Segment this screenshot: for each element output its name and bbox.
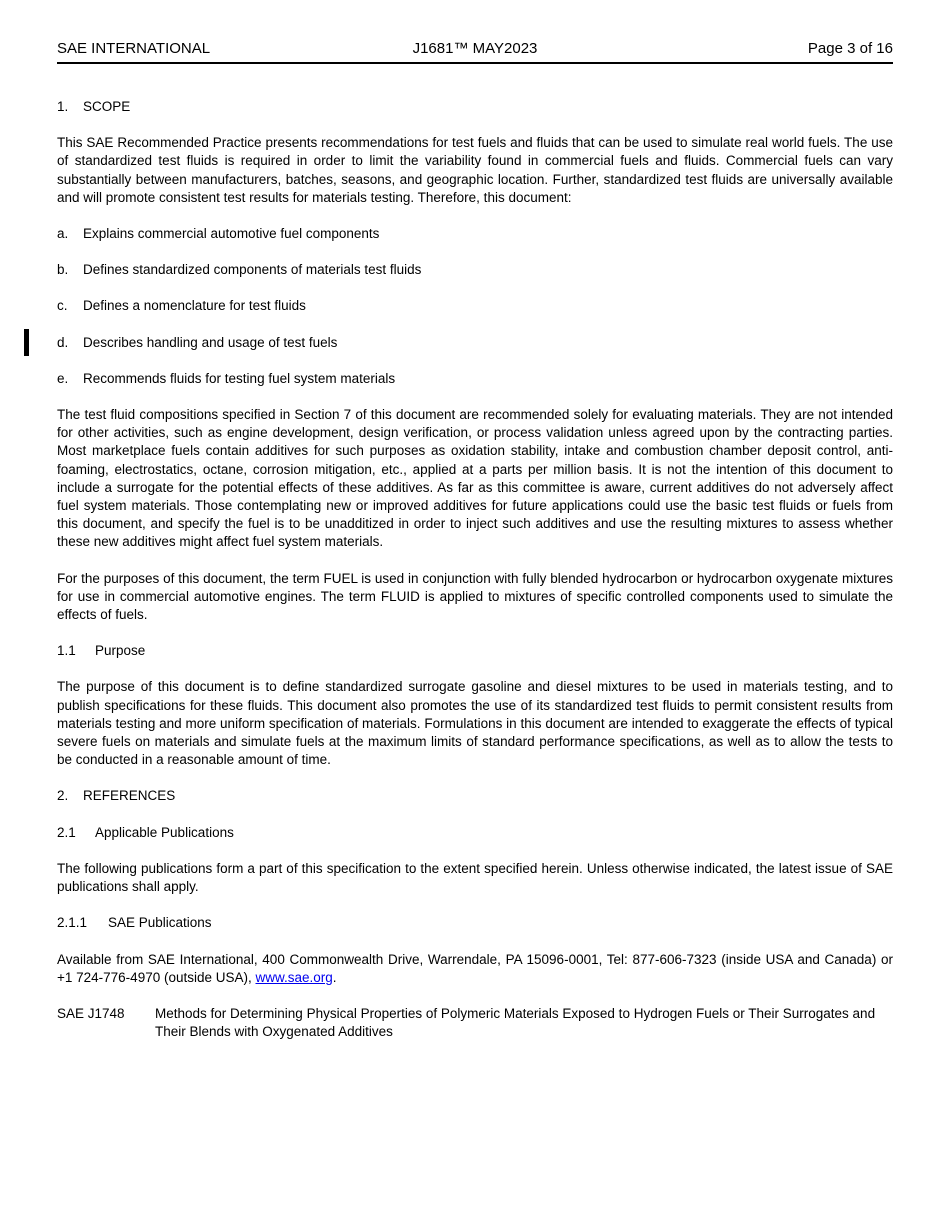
availability-text-end: . bbox=[332, 969, 337, 985]
heading-number: 1. bbox=[57, 99, 69, 114]
heading-label: SAE Publications bbox=[108, 915, 212, 931]
paragraph-sae-availability bbox=[57, 951, 893, 987]
availability-text: Available from SAE International, 400 Commonwealth Drive, Warrendale, PA 15096-0001, Tel: 877-606-7323 (inside USA and Canada) or +1 724-776-4970 (outside USA), bbox=[57, 951, 893, 985]
page-header bbox=[57, 40, 893, 64]
paragraph-fuel-fluid-terms: For the purposes of this document, the term FUEL is used in conjunction with fully blended hydrocarbon or hydrocarbon oxygenate mixtures for use in commercial automotive engines. The term FLUID is applied to mixtures of specific controlled components used to simulate the effects of fuels. bbox=[57, 570, 893, 623]
heading-label: REFERENCES bbox=[83, 788, 176, 804]
revision-change-bar bbox=[24, 329, 29, 356]
heading-sae-publications bbox=[57, 914, 893, 932]
header-page-number: Page 3 of 16 bbox=[807, 40, 893, 57]
paragraph-fluid-compositions: The test fluid compositions specified in Section 7 of this document are recommended solely for evaluating materials. They are not intended for other activities, such as engine development, design verification, or process validation unless agreed upon by the contracting parties. Most marketplace fuels contain additives for such purposes as oxidation stability, intake and combustion chamber deposit control, anti-foaming, electrostatics, octane, corrosion mitigation, etc., applied at a parts per million basis. It is not the intention of this document to include a surrogate for the potential effects of these additives. As far as this committee is aware, current additives do not adversely affect fuel system materials. Those contemplating new or improved additives for future applications could use the basic test fluids or fuels from this document, and specify the fuel is to be unadditized in order to inject such additives and use the resulting mixtures to assess whether these new additives might affect fuel system materials. bbox=[57, 407, 893, 550]
heading-label: Applicable Publications bbox=[95, 824, 234, 840]
heading-purpose bbox=[57, 642, 893, 660]
header-org: SAE INTERNATIONAL bbox=[57, 40, 211, 57]
heading-label: Purpose bbox=[95, 643, 146, 659]
heading-applicable-publications bbox=[57, 824, 893, 842]
heading-label: SCOPE bbox=[83, 99, 131, 114]
list-item-text: Recommends fluids for testing fuel system materials bbox=[83, 370, 396, 386]
heading-number: 2.1.1 bbox=[57, 915, 88, 931]
reference-entry-sae-j1748 bbox=[57, 1005, 893, 1041]
heading-references bbox=[57, 787, 893, 805]
list-marker: a. bbox=[57, 226, 69, 242]
heading-scope bbox=[57, 98, 893, 116]
heading-number: 1.1 bbox=[57, 643, 76, 659]
reference-code: SAE J1748 bbox=[57, 1005, 125, 1021]
list-marker: c. bbox=[57, 298, 68, 314]
paragraph-scope-intro: This SAE Recommended Practice presents recommendations for test fuels and fluids that can be used to simulate real world fuels. The use of standardized test fluids is required in order to limit the variability found in commercial fuels and fluids. Commercial fuels can vary substantially between manufacturers, batches, seasons, and geographic location. Further, standardized test fluids are universally available and will promote consistent test results for materials testing. Therefore, this document: bbox=[57, 135, 893, 205]
paragraph-applicable-publications: The following publications form a part of this specification to the extent specified herein. Unless otherwise indicated, the latest issue of SAE publications shall apply. bbox=[57, 860, 893, 895]
list-item-text: Explains commercial automotive fuel components bbox=[83, 226, 380, 242]
list-item-b bbox=[57, 261, 893, 279]
list-item-text: Defines a nomenclature for test fluids bbox=[83, 298, 306, 314]
list-marker: d. bbox=[57, 334, 69, 350]
list-item-e bbox=[57, 370, 893, 388]
list-item-a bbox=[57, 225, 893, 243]
heading-number: 2. bbox=[57, 788, 69, 804]
list-item-d bbox=[57, 334, 893, 352]
paragraph-purpose: The purpose of this document is to define standardized surrogate gasoline and diesel mixtures to be used in materials testing, and to publish specifications for these fluids. This document also promotes the use of its standardized test fluids to permit consistent results from materials testing and more uniform specification of materials. Formulations in this document are intended to exaggerate the effects of typical severe fuels on materials and simulate fuels at the maximum limits of standard performance specifications, as well as to allow the tests to be conducted in a reasonable amount of time. bbox=[57, 679, 893, 768]
header-doc-number: J1681™ MAY2023 bbox=[412, 40, 538, 57]
list-item-text: Defines standardized components of materials test fluids bbox=[83, 262, 422, 278]
sae-org-link[interactable]: www.sae.org bbox=[255, 969, 333, 985]
heading-number: 2.1 bbox=[57, 824, 76, 840]
list-marker: b. bbox=[57, 262, 69, 278]
list-item-text: Describes handling and usage of test fuels bbox=[83, 334, 338, 350]
reference-title: Methods for Determining Physical Properties of Polymeric Materials Exposed to Hydrogen Fuels or Their Surrogates and Their Blends with Oxygenated Additives bbox=[155, 1005, 876, 1040]
list-item-c bbox=[57, 297, 893, 315]
list-marker: e. bbox=[57, 370, 69, 386]
document-body bbox=[57, 98, 893, 1041]
